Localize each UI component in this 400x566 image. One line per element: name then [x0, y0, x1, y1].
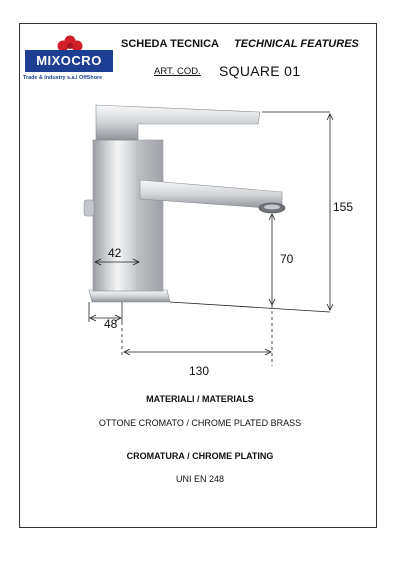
article-code-value: SQUARE 01 — [219, 63, 301, 79]
materials-value: OTTONE CROMATO / CHROME PLATED BRASS — [98, 418, 302, 428]
faucet-handle — [96, 105, 260, 140]
faucet-base — [89, 290, 170, 302]
dim-spout-height: 70 — [280, 252, 294, 266]
dim-total-height: 155 — [333, 200, 354, 214]
title-italian: SCHEDA TECNICA — [121, 38, 219, 50]
brand-name: MIXOCRO — [25, 50, 113, 72]
article-code-label: ART. COD. — [154, 66, 201, 77]
dim-base-depth: 48 — [104, 317, 118, 331]
materials-heading: MATERIALI / MATERIALS — [146, 394, 254, 404]
dim-reach: 130 — [189, 364, 210, 378]
dim-width-body: 42 — [108, 246, 122, 260]
title-english: TECHNICAL FEATURES — [234, 38, 359, 50]
plating-value: UNI EN 248 — [175, 474, 225, 484]
plating-heading: CROMATURA / CHROME PLATING — [126, 451, 274, 461]
brand-tagline: Trade & Industry s.a.l OffShore — [23, 75, 103, 81]
